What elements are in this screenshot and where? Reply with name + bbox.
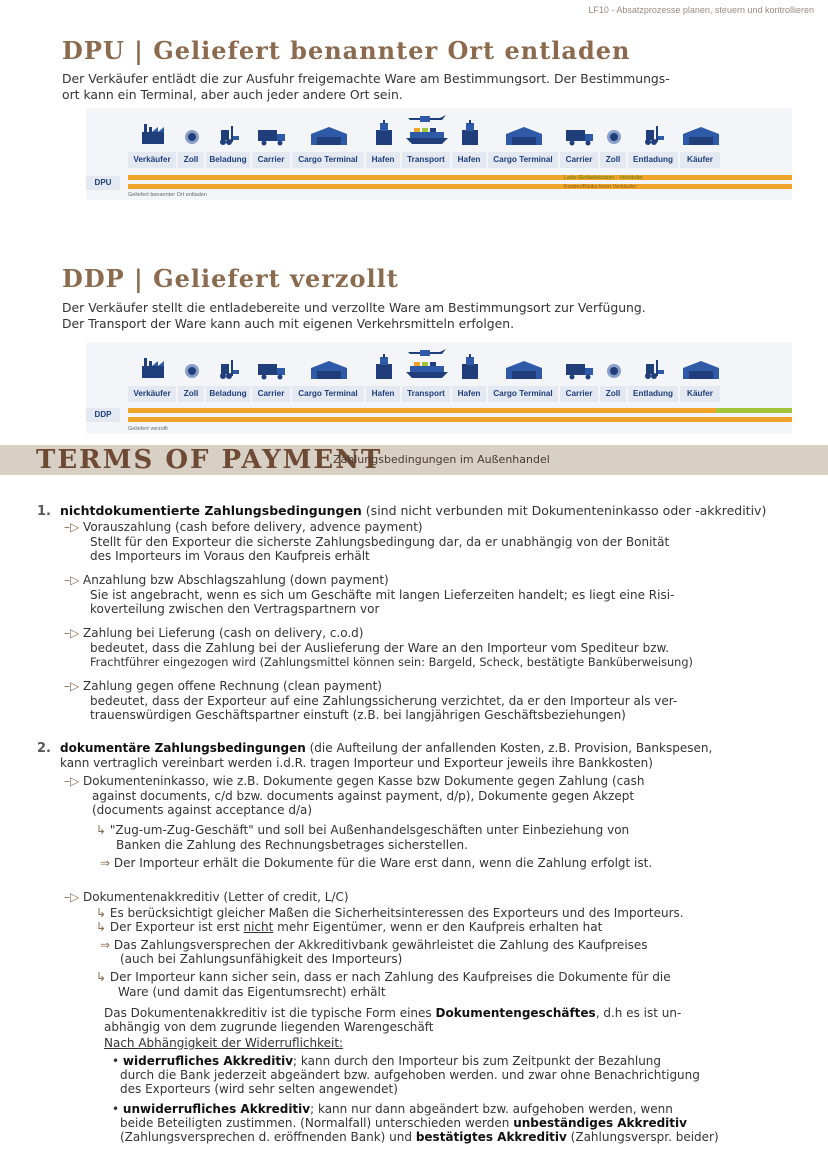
chain-label: Beladung [206,386,252,402]
chain-label: Entladung [628,152,680,168]
ship-plane-icon [404,346,450,384]
text-line: des Exporteurs (wird sehr selten angewendet) [120,1082,398,1096]
chain-label: Zoll [178,386,206,402]
ddp-text-line: Der Verkäufer stellt die entladebereite und verzollte Ware am Bestimmungsort zur Verfügung. [62,300,646,315]
dpu-text-line: ort kann ein Terminal, aber auch jeder andere Ort sein. [62,87,403,102]
ddp-description [62,300,812,332]
text-line: Das Dokumentenakkreditiv ist die typische Form eines Dokumentengeschäftes, d.h es ist un- [104,1006,682,1020]
item-vorauszahlung: –▷ Vorauszahlung (cash before delivery, advence payment) [64,520,423,534]
chain-label: Hafen [366,386,402,402]
page-header: LF10 - Absatzprozesse planen, steuern und kontrollieren [588,5,814,15]
chain-label: Carrier [560,386,600,402]
chain-step [402,348,452,388]
item-dokumentenakkreditiv: –▷ Dokumentenakkreditiv (Letter of credit, L/C) [64,890,349,904]
text-line: des Importeurs im Voraus den Kaufpreis erhält [90,549,370,563]
factory-icon [140,354,166,384]
dpu-tag: DPU [86,176,120,190]
ship-plane-icon [404,112,450,150]
text-line: beide Beteiligten zustimmen. (Normalfall) unterschieden werden unbeständiges Akkreditiv [120,1116,687,1130]
truck-icon [257,362,287,384]
item-clean-payment: –▷ Zahlung gegen offene Rechnung (clean payment) [64,679,382,693]
chain-step [628,348,680,388]
chain-step [560,348,600,388]
chain-step [628,114,680,154]
item-anzahlung: –▷ Anzahlung bzw Abschlagszahlung (down payment) [64,573,389,587]
ddp-label-row [128,386,722,402]
port-icon [459,120,481,150]
chain-step [206,114,252,154]
chain-step [206,348,252,388]
text-line: Stellt für den Exporteur die sicherste Zahlungsbedingung dar, da er unabhängig von der Bonität [90,535,670,549]
sub-item: ↳ Es berücksichtigt gleicher Maßen die Sicherheitsinteressen des Exporteurs und des Importeurs. [96,906,684,920]
warehouse-icon [309,360,349,384]
chain-step [128,114,178,154]
dpu-icon-row [128,114,722,154]
unwiderrufliches-akkreditiv: • unwiderrufliches Akkreditiv; kann nur dann abgeändert bzw. aufgehoben werden, wenn [112,1102,673,1116]
text-line: kann vertraglich vereinbart werden i.d.R. tragen Importeur und Exporteur jeweils ihre Bankkosten) [60,756,653,770]
warehouse-icon [681,360,721,384]
chain-label: Entladung [628,386,680,402]
dpu-cost-bar [128,175,792,180]
chain-step [560,114,600,154]
truck-icon [565,362,595,384]
section-1-number: 1. [37,504,51,519]
text-line: Banken die Zahlung des Rechnungsbetrages sicherstellen. [116,838,468,852]
forklift-icon [642,358,666,384]
chain-step [178,348,206,388]
customs-icon [183,128,201,150]
chain-step [488,114,560,154]
dpu-title: DPU | Geliefert benannter Ort entladen [62,36,631,65]
chain-step [366,348,402,388]
chain-label: Carrier [252,152,292,168]
dpu-description [62,71,812,103]
port-icon [459,354,481,384]
chain-step [252,114,292,154]
section-1-heading: nichtdokumentierte Zahlungsbedingungen (sind nicht verbunden mit Dokumenteninkasso oder -akkreditiv) [60,503,767,518]
forklift-icon [217,124,241,150]
item-zahlung-bei-lieferung: –▷ Zahlung bei Lieferung (cash on delivery, c.o.d) [64,626,364,640]
dpu-caption: Geliefert benannter Ort entladen [128,192,207,198]
dpu-risk-bar [128,184,792,189]
chain-label: Carrier [252,386,292,402]
truck-icon [257,128,287,150]
dpu-note-green: Lade-/Entladekosten · Verkäufer [564,175,643,181]
port-icon [373,120,395,150]
sub-item: ↳ Der Importeur kann sicher sein, dass er nach Zahlung des Kaufpreises die Dokumente für die [96,970,671,984]
factory-icon [140,120,166,150]
chain-label: Transport [402,386,452,402]
dpu-diagram [86,108,792,200]
ddp-tag: DDP [86,408,120,422]
chain-step [178,114,206,154]
port-icon [373,354,395,384]
chain-step [452,348,488,388]
sub-item: ⇒ Das Zahlungsversprechen der Akkreditivbank gewährleistet die Zahlung des Kaufpreises [100,938,648,952]
chain-label: Verkäufer [128,386,178,402]
text-line: Sie ist angebracht, wenn es sich um Geschäfte mit langen Lieferzeiten handelt; es liegt eine Risi- [90,588,675,602]
section-2-heading: dokumentäre Zahlungsbedingungen (die Aufteilung der anfallenden Kosten, z.B. Provision, Bankspesen, [60,741,713,755]
text-line: durch die Bank jederzeit abgeändert bzw. aufgehoben werden. und zwar ohne Benachrichtigung [120,1068,700,1082]
chain-step [292,348,366,388]
chain-step [292,114,366,154]
chain-label: Zoll [600,152,628,168]
chain-label: Zoll [600,386,628,402]
text-line: (documents against acceptance d/a) [92,803,313,817]
warehouse-icon [504,360,544,384]
chain-label: Verkäufer [128,152,178,168]
chain-step [402,114,452,154]
text-line: koverteilung zwischen den Vertragspartnern vor [90,602,380,616]
text-line: (auch bei Zahlungsunfähigkeit des Importeurs) [120,952,403,966]
text-line: abhängig von dem zugrunde liegenden Warengeschäft [104,1020,434,1034]
ddp-icon-row [128,348,722,388]
chain-step [680,348,722,388]
ddp-cost-bar [128,408,716,413]
ddp-title: DDP | Geliefert verzollt [62,264,399,293]
chain-label: Carrier [560,152,600,168]
warehouse-icon [309,126,349,150]
chain-step [128,348,178,388]
chain-label: Cargo Terminal [292,152,366,168]
terms-of-payment-band [0,445,828,475]
chain-label: Cargo Terminal [488,152,560,168]
chain-step [252,348,292,388]
dpu-text-line: Der Verkäufer entlädt die zur Ausfuhr freigemachte Ware am Bestimmungsort. Der Bestimmungs- [62,71,670,86]
text-line: Frachtführer eingezogen wird (Zahlungsmittel können sein: Bargeld, Scheck, bestätigte Banküberweisung) [90,656,693,669]
section-2-number: 2. [37,741,51,756]
forklift-icon [217,358,241,384]
chain-label: Käufer [680,386,722,402]
dpu-label-row [128,152,722,168]
ddp-diagram [86,342,792,434]
sub-item: ↳ "Zug-um-Zug-Geschäft" und soll bei Außenhandelsgeschäften unter Einbeziehung von [96,823,630,837]
text-line: against documents, c/d bzw. documents against payment, d/p), Dokumente gegen Akzept [92,789,635,803]
chain-step [600,114,628,154]
text-line: trauenswürdigen Geschäftspartner einstuft (z.B. bei langjährigen Geschäftsbeziehungen) [90,708,626,722]
chain-step [680,114,722,154]
chain-label: Cargo Terminal [292,386,366,402]
terms-of-payment-title: TERMS OF PAYMENT [36,445,383,475]
ddp-text-line: Der Transport der Ware kann auch mit eigenen Verkehrsmitteln erfolgen. [62,316,515,331]
ddp-caption: Geliefert verzollt [128,426,168,432]
chain-step [600,348,628,388]
warehouse-icon [504,126,544,150]
chain-label: Transport [402,152,452,168]
sub-item: ⇒ Der Importeur erhält die Dokumente für die Ware erst dann, wenn die Zahlung erfolgt ist. [100,856,653,870]
chain-label: Hafen [452,386,488,402]
chain-step [452,114,488,154]
chain-label: Käufer [680,152,722,168]
chain-label: Cargo Terminal [488,386,560,402]
dpu-note-orange: Kosten/Risiko beim Verkäufer [564,184,637,190]
chain-step [366,114,402,154]
ddp-cost-bar-buyer [716,408,792,413]
forklift-icon [642,124,666,150]
truck-icon [565,128,595,150]
chain-label: Beladung [206,152,252,168]
text-line: Nach Abhängigkeit der Widerruflichkeit: [104,1036,344,1050]
text-line: bedeutet, dass der Exporteur auf eine Zahlungssicherung verzichtet, da er den Importeur als ver- [90,694,678,708]
terms-of-payment-subtitle: Zahlungsbedingungen im Außenhandel [333,453,550,466]
chain-label: Hafen [366,152,402,168]
sub-item: ↳ Der Exporteur ist erst nicht mehr Eigentümer, wenn er den Kaufpreis erhalten hat [96,920,603,934]
chain-label: Zoll [178,152,206,168]
text-line: Ware (und damit das Eigentumsrecht) erhält [118,985,386,999]
customs-icon [183,362,201,384]
chain-step [488,348,560,388]
text-line: bedeutet, dass die Zahlung bei der Auslieferung der Ware an den Importeur vom Spediteur bzw. [90,641,670,655]
widerrufliches-akkreditiv: • widerrufliches Akkreditiv; kann durch den Importeur bis zum Zeitpunkt der Bezahlung [112,1054,662,1068]
chain-label: Hafen [452,152,488,168]
text-line: (Zahlungsversprechen d. eröffnenden Bank) und bestätigtes Akkreditiv (Zahlungsverspr. beider) [120,1130,719,1144]
ddp-risk-bar [128,417,792,422]
warehouse-icon [681,126,721,150]
item-dokumenteninkasso: –▷ Dokumenteninkasso, wie z.B. Dokumente gegen Kasse bzw Dokumente gegen Zahlung (cash [64,774,645,788]
customs-icon [605,362,623,384]
customs-icon [605,128,623,150]
